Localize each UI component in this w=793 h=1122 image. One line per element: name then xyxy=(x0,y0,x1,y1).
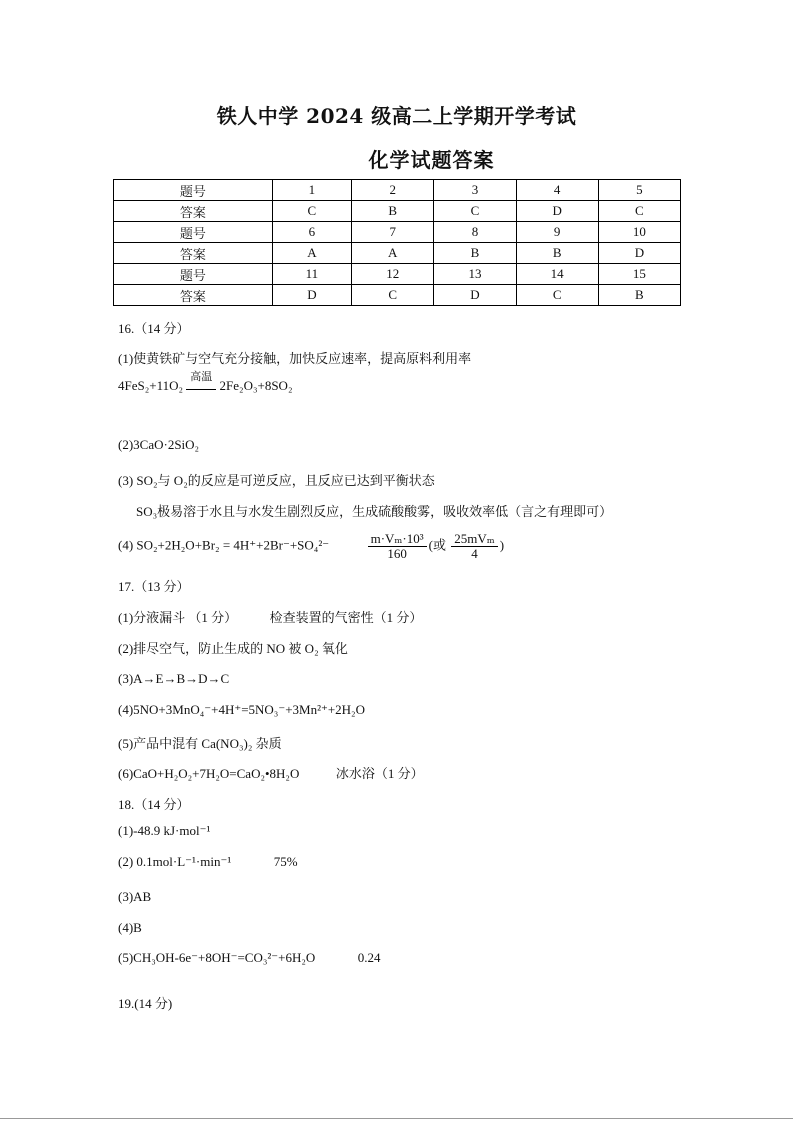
table-cell: 11 xyxy=(272,264,351,285)
table-row-label: 答案 xyxy=(114,285,273,306)
q18-answer-3: (3)AB xyxy=(118,889,152,904)
q18-answer-4: (4)B xyxy=(118,920,142,935)
table-cell: B xyxy=(434,243,516,264)
fraction-2 xyxy=(451,532,497,561)
reaction-arrow xyxy=(186,371,216,390)
table-cell: 14 xyxy=(516,264,598,285)
q16-answer-2: (2)3CaO·2SiO₂ xyxy=(118,437,200,452)
table-cell: 13 xyxy=(434,264,516,285)
q18-answer-2b: 75% xyxy=(273,854,298,869)
table-cell: D xyxy=(598,243,680,264)
q17-answer-6b: 冰水浴（1 分） xyxy=(335,766,424,781)
close-paren: ) xyxy=(499,537,505,553)
page-title: 铁人中学 2024 级高二上学期开学考试 xyxy=(216,104,577,128)
table-cell: 9 xyxy=(516,222,598,243)
table-row xyxy=(114,222,681,243)
table-row-label: 答案 xyxy=(114,243,273,264)
q16-answer-3b: SO₃极易溶于水且与水发生剧烈反应，生成硫酸酸雾，吸收效率低（言之有理即可） xyxy=(136,504,613,519)
table-cell: A xyxy=(272,243,351,264)
table-cell: 5 xyxy=(598,180,680,201)
q18-answer-1: (1)-48.9 kJ·mol⁻¹ xyxy=(118,823,211,838)
q17-answer-1a: (1)分液漏斗 （1 分） xyxy=(118,610,238,625)
table-row xyxy=(114,243,681,264)
table-cell: C xyxy=(516,285,598,306)
q17-answer-6 xyxy=(118,763,424,782)
table-cell: A xyxy=(352,243,434,264)
table-cell: D xyxy=(434,285,516,306)
q17-answer-6a: (6)CaO+H₂O₂+7H₂O=CaO₂•8H₂O xyxy=(118,766,300,781)
table-cell: 2 xyxy=(352,180,434,201)
q18-answer-2a: (2) 0.1mol·L⁻¹·min⁻¹ xyxy=(118,854,232,869)
table-row-label: 题号 xyxy=(114,264,273,285)
table-cell: C xyxy=(352,285,434,306)
fraction-1 xyxy=(368,532,427,561)
table-row xyxy=(114,285,681,306)
q16-answer-4 xyxy=(118,532,504,561)
q18-answer-5b: 0.24 xyxy=(357,950,381,965)
q16-answer-1: (1)使黄铁矿与空气充分接触，加快反应速率，提高原料利用率 xyxy=(118,351,472,366)
table-row xyxy=(114,264,681,285)
q17-answer-1 xyxy=(118,607,422,626)
q16-heading: 16.（14 分） xyxy=(118,321,190,336)
equation-left: 4FeS₂+11O₂ xyxy=(118,378,184,393)
table-cell: B xyxy=(598,285,680,306)
table-cell: 12 xyxy=(352,264,434,285)
table-cell: 4 xyxy=(516,180,598,201)
q18-answer-5 xyxy=(118,950,381,966)
q19-heading: 19.(14 分) xyxy=(118,996,173,1011)
page-subtitle: 化学试题答案 xyxy=(368,148,495,172)
table-cell: 8 xyxy=(434,222,516,243)
q16-equation-1 xyxy=(118,371,293,394)
answer-table xyxy=(113,179,681,306)
table-cell: 7 xyxy=(352,222,434,243)
fraction-numerator: m·Vₘ·10³ xyxy=(368,532,427,547)
table-cell: B xyxy=(516,243,598,264)
table-cell: C xyxy=(272,201,351,222)
q17-heading: 17.（13 分） xyxy=(118,579,190,594)
table-cell: 6 xyxy=(272,222,351,243)
table-row xyxy=(114,180,681,201)
fraction-numerator: 25mVₘ xyxy=(451,532,497,547)
table-cell: 1 xyxy=(272,180,351,201)
table-cell: C xyxy=(598,201,680,222)
table-cell: 10 xyxy=(598,222,680,243)
q17-answer-1b: 检查装置的气密性（1 分） xyxy=(269,610,423,625)
table-cell: C xyxy=(434,201,516,222)
q17-answer-5: (5)产品中混有 Ca(NO₃)₂ 杂质 xyxy=(118,736,282,751)
q18-answer-5a: (5)CH₃OH-6e⁻+8OH⁻=CO₃²⁻+6H₂O xyxy=(118,950,316,965)
reaction-condition: 高温 xyxy=(190,371,213,383)
or-text: (或 xyxy=(428,537,446,553)
table-cell: 15 xyxy=(598,264,680,285)
fraction-denominator: 4 xyxy=(471,546,478,561)
q17-answer-2: (2)排尽空气，防止生成的 NO 被 O₂ 氧化 xyxy=(118,641,348,656)
q16-answer-3a: (3) SO₂与 O₂的反应是可逆反应，且反应已达到平衡状态 xyxy=(118,473,435,488)
table-cell: 3 xyxy=(434,180,516,201)
q18-heading: 18.（14 分） xyxy=(118,797,190,812)
table-row xyxy=(114,201,681,222)
q16-answer-4-equation: (4) SO₂+2H₂O+Br₂ = 4H⁺+2Br⁻+SO₄²⁻ xyxy=(118,537,330,553)
page-bottom-rule xyxy=(0,1118,793,1119)
table-row-label: 题号 xyxy=(114,180,273,201)
table-cell: D xyxy=(516,201,598,222)
q17-answer-4: (4)5NO+3MnO₄⁻+4H⁺=5NO₃⁻+3Mn²⁺+2H₂O xyxy=(118,702,365,717)
q18-answer-2 xyxy=(118,854,298,870)
q17-answer-3: (3)A→E→B→D→C xyxy=(118,671,230,686)
table-cell: D xyxy=(272,285,351,306)
table-row-label: 题号 xyxy=(114,222,273,243)
table-row-label: 答案 xyxy=(114,201,273,222)
equation-right: 2Fe₂O₃+8SO₂ xyxy=(219,378,293,393)
fraction-denominator: 160 xyxy=(387,546,407,561)
table-cell: B xyxy=(352,201,434,222)
